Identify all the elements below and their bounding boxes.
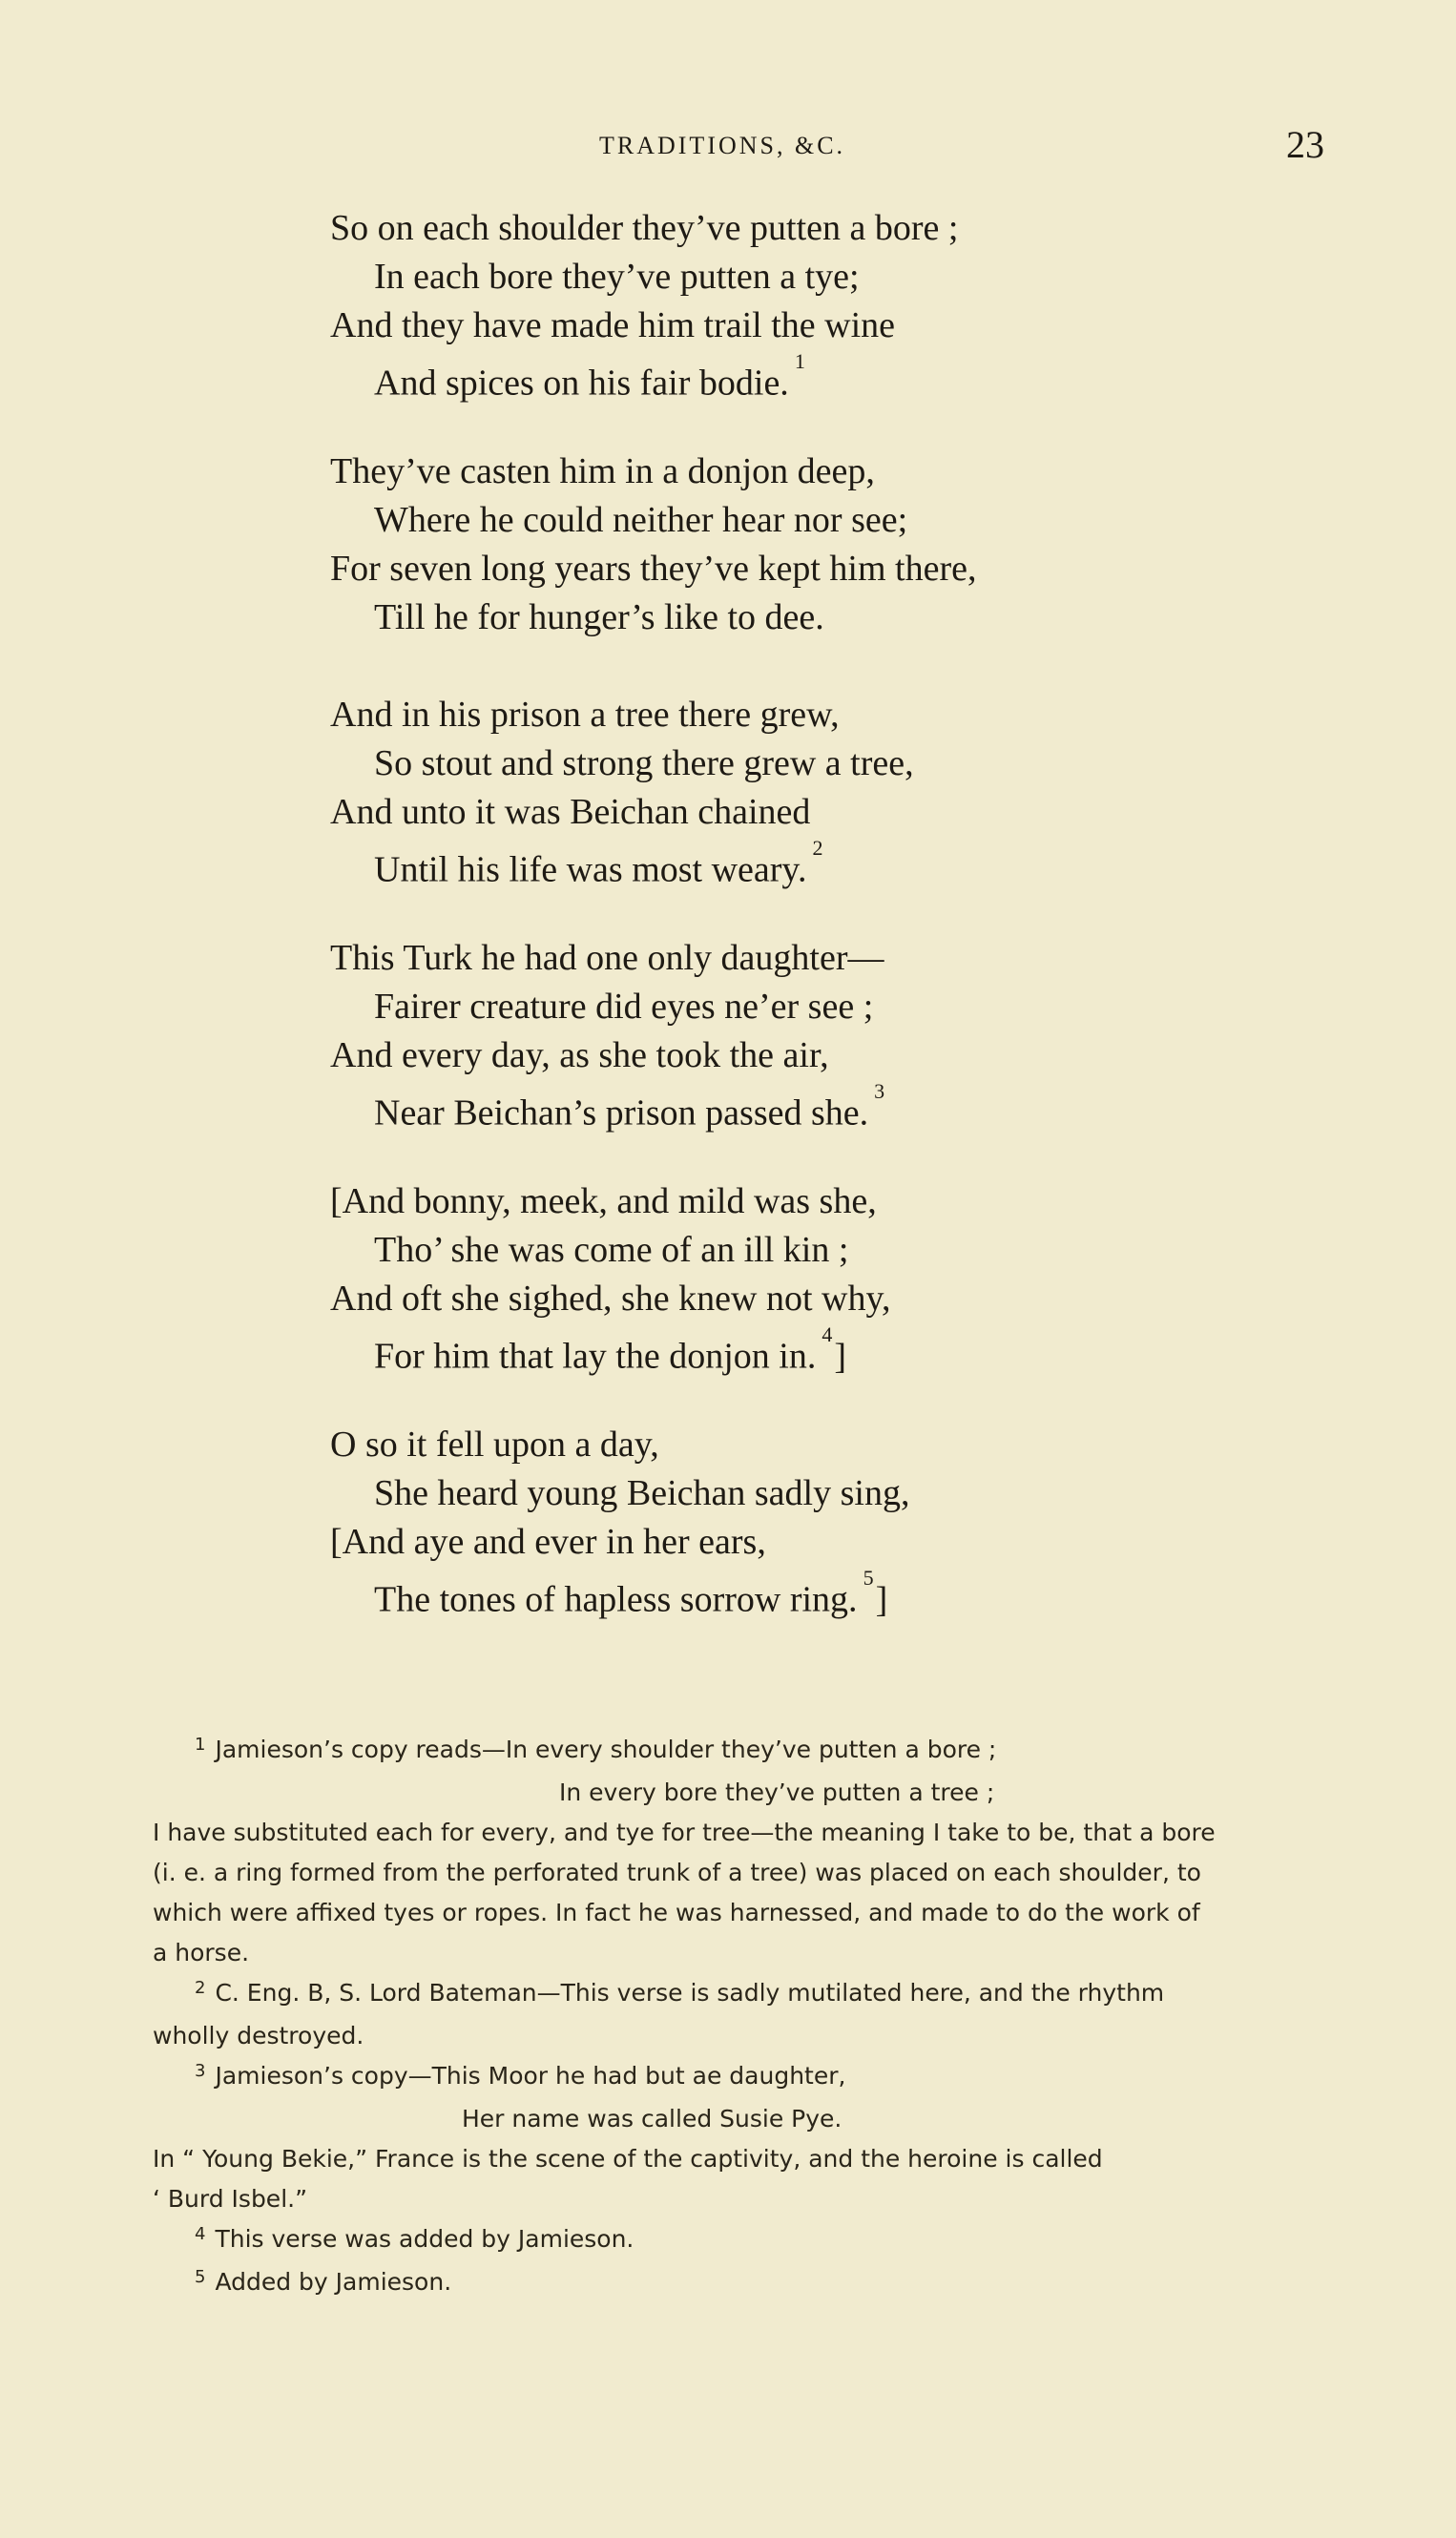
footnote-4 — [195, 2219, 1340, 2262]
verse-line: For seven long years they’ve kept him there, — [330, 549, 977, 589]
verse-line: Tho’ she was come of an ill kin ; — [374, 1230, 849, 1270]
stanza — [330, 447, 1284, 642]
footnote-number: 4 — [195, 2224, 206, 2244]
stanza — [330, 1177, 1284, 1377]
running-title: TRADITIONS, &C. — [599, 132, 846, 159]
closing-bracket: ] — [875, 1579, 888, 1620]
footnote-text: Jamieson’s copy reads—In every shoulder they’ve putten a bore ; — [215, 1736, 997, 1763]
footnote-1 — [195, 1730, 1340, 1773]
verse-line: She heard young Beichan sadly sing, — [374, 1473, 910, 1513]
running-head — [0, 122, 1456, 179]
verse-line: And unto it was Beichan chained — [330, 792, 811, 832]
verse-line: So stout and strong there grew a tree, — [374, 743, 914, 783]
footnote-text: In every bore they’ve putten a tree ; — [559, 1779, 995, 1806]
footnote-5 — [195, 2262, 1340, 2305]
verse-line: [And aye and ever in her ears, — [330, 1522, 766, 1562]
footnote-text: (i. e. a ring formed from the perforated trunk of a tree) was placed on each shoulder, to — [153, 1859, 1201, 1886]
footnote-line — [153, 2139, 1340, 2179]
verse-line: Till he for hunger’s like to dee. — [374, 597, 824, 637]
footnotes — [153, 1730, 1340, 2305]
footnote-line — [153, 1893, 1340, 1933]
stanza — [330, 691, 1284, 890]
footnote-quote-line — [195, 1773, 1340, 1813]
verse-line: And every day, as she took the air, — [330, 1035, 829, 1075]
footnote-number: 1 — [195, 1735, 206, 1755]
footnote-reference: 5 — [863, 1566, 874, 1590]
verse-line: The tones of hapless sorrow ring. — [374, 1579, 858, 1620]
footnote-number: 5 — [195, 2267, 206, 2287]
footnote-reference: 1 — [794, 349, 805, 373]
footnote-text: Added by Jamieson. — [215, 2268, 452, 2296]
footnote-text: Jamieson’s copy—This Moor he had but ae daughter, — [215, 2062, 846, 2090]
verse-line: Until his life was most weary. — [374, 849, 807, 890]
verse-line: And they have made him trail the wine — [330, 305, 895, 345]
footnote-line — [153, 2016, 1340, 2056]
footnote-text: C. Eng. B, S. Lord Bateman—This verse is sadly mutilated here, and the rhythm — [215, 1979, 1165, 2007]
stanza — [330, 1421, 1284, 1620]
verse-line: And in his prison a tree there grew, — [330, 695, 840, 735]
closing-bracket: ] — [834, 1336, 847, 1377]
stanza — [330, 204, 1284, 404]
footnote-text: wholly destroyed. — [153, 2022, 364, 2049]
ballad-text — [330, 204, 1284, 1664]
footnote-reference: 3 — [874, 1079, 885, 1103]
page-number: 23 — [1286, 123, 1324, 166]
verse-line: They’ve casten him in a donjon deep, — [330, 451, 875, 491]
footnote-line — [153, 1853, 1340, 1893]
footnote-3 — [195, 2056, 1340, 2099]
stanza — [330, 934, 1284, 1134]
verse-line: This Turk he had one only daughter— — [330, 938, 884, 978]
footnote-line — [153, 1933, 1340, 1973]
footnote-text: I have substituted each for every, and tye for tree—the meaning I take to be, that a bore — [153, 1819, 1216, 1846]
verse-line: Fairer creature did eyes ne’er see ; — [374, 987, 874, 1027]
footnote-quote-line — [195, 2099, 1340, 2139]
footnote-text: Her name was called Susie Pye. — [462, 2105, 842, 2132]
footnote-reference: 2 — [812, 836, 823, 860]
verse-line: For him that lay the donjon in. — [374, 1336, 817, 1377]
footnote-line — [153, 1813, 1340, 1853]
verse-line: And oft she sighed, she knew not why, — [330, 1279, 891, 1319]
verse-line: In each bore they’ve putten a tye; — [374, 257, 860, 297]
footnote-text: This verse was added by Jamieson. — [215, 2225, 634, 2253]
footnote-line — [153, 2179, 1340, 2219]
footnote-number: 2 — [195, 1978, 206, 1998]
footnote-text: In “ Young Bekie,” France is the scene of the captivity, and the heroine is called — [153, 2145, 1103, 2173]
verse-line: [And bonny, meek, and mild was she, — [330, 1181, 877, 1221]
verse-line: Where he could neither hear nor see; — [374, 500, 908, 540]
footnote-reference: 4 — [822, 1322, 833, 1346]
footnote-number: 3 — [195, 2061, 206, 2081]
verse-line: And spices on his fair bodie. — [374, 363, 789, 404]
footnote-text: ‘ Burd Isbel.” — [153, 2185, 308, 2213]
footnote-2 — [195, 1973, 1340, 2016]
verse-line: So on each shoulder they’ve putten a bore ; — [330, 208, 959, 248]
verse-line: Near Beichan’s prison passed she. — [374, 1092, 869, 1134]
footnote-text: a horse. — [153, 1939, 250, 1966]
verse-line: O so it fell upon a day, — [330, 1425, 659, 1465]
footnote-text: which were affixed tyes or ropes. In fact he was harnessed, and made to do the work of — [153, 1899, 1200, 1926]
